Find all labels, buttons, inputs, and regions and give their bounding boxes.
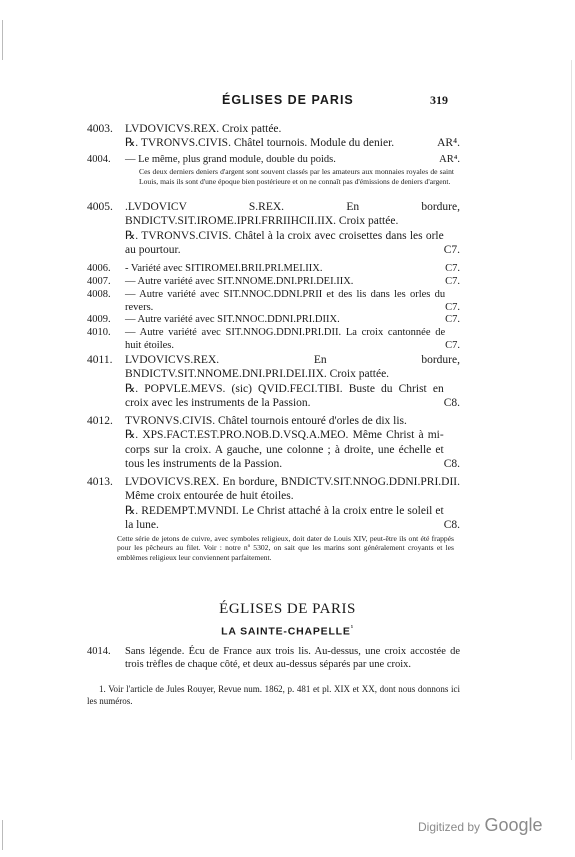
entry-line: ℞. TVRONVS.CIVIS. Châtel tournois. Module du denier. — [125, 137, 395, 150]
entry-line: — Autre variété avec SIT.NNOC.DDNI.PRI.DIIX. — [125, 314, 340, 325]
entry-line: ℞. POPVLE.MEVS. (sic) QVID.FECI.TIBI. Buste du Christ en croix avec les instruments de la Passion. — [125, 382, 444, 410]
entry-number: 4003. — [87, 123, 113, 135]
running-title: ÉGLISES DE PARIS — [222, 93, 354, 107]
google-watermark — [418, 815, 543, 836]
section-subtitle-text: LA SAINTE-CHAPELLE — [221, 625, 351, 638]
entry-line: - Variété avec SITIROMEI.BRII.PRI.MEI.IIX. — [125, 263, 323, 274]
section-title: ÉGLISES DE PARIS — [219, 601, 356, 617]
entry-number: 4014. — [87, 646, 111, 657]
entry-line: LVDOVICVS.REX. En bordure, BNDICTV.SIT.NNOG.DDNI.PRI.DII. Même croix entourée de huit étoiles. — [125, 476, 460, 503]
rarity-mark: AR⁴. — [437, 137, 460, 150]
catalog-entry — [87, 645, 460, 671]
watermark-brand: Google — [484, 815, 543, 835]
entry-number: 4006. — [87, 263, 111, 274]
catalog-entry — [87, 122, 460, 151]
catalog-entry — [87, 326, 460, 352]
entry-line: — Le même, plus grand module, double du poids. — [125, 154, 336, 165]
rarity-mark: C7. — [445, 276, 460, 287]
entry-line: — Autre variété avec SIT.NNOG.DDNI.PRI.DII. La croix cantonnée de huit étoiles. — [125, 327, 446, 351]
entry-line: TVRONVS.CIVIS. Châtel tournois entouré d'orles de dix lis. — [125, 415, 407, 427]
rarity-mark: C8. — [443, 458, 460, 471]
entry-number: 4013. — [87, 476, 113, 488]
catalog-entry — [87, 275, 460, 288]
catalog-entry — [87, 353, 460, 411]
rarity-mark: AR⁴. — [439, 154, 460, 165]
entry-line: LVDOVICVS.REX. En bordure, BNDICTV.SIT.NNOME.DNI.PRI.DEI.IIX. Croix pattée. — [125, 354, 460, 381]
rarity-mark: C7. — [445, 314, 460, 325]
catalog-entry — [87, 262, 460, 275]
entry-number: 4005. — [87, 201, 113, 213]
entry-number: 4007. — [87, 276, 111, 287]
entry-note: Ces deux derniers deniers d'argent sont souvent classés par les amateurs aux monnaies royales de saint Louis, mais ils sont d'une époque bien postérieure et on ne connaît pas d'émissions de deniers d'argent. — [139, 167, 454, 186]
entry-line: .LVDOVICV S.REX. En bordure, BNDICTV.SIT.IROME.IPRI.FRRIIHCII.IIX. Croix pattée. — [125, 201, 460, 228]
entry-line: — Autre variété avec SIT.NNOME.DNI.PRI.DEI.IIX. — [125, 276, 354, 287]
entry-number: 4012. — [87, 415, 113, 427]
catalog-entry — [87, 475, 460, 562]
right-edge-mark — [571, 60, 572, 760]
rarity-mark: C7. — [445, 263, 460, 274]
rarity-mark: C7. — [445, 340, 460, 351]
entry-note: Cette série de jetons de cuivre, avec symboles religieux, doit dater de Louis XIV, peut-être ils ont été frappés pour les pêcheurs au filet. Voir : notre nº 5302, on sait que les marins sont généralement croyants et les emblèmes religieux leur conviennent parfaitement. — [117, 533, 454, 562]
entry-number: 4008. — [87, 289, 111, 300]
entry-number: 4010. — [87, 327, 111, 338]
rarity-mark: C8. — [443, 518, 460, 531]
section-subtitle — [0, 625, 575, 638]
entry-line: LVDOVICVS.REX. Croix pattée. — [125, 123, 282, 135]
entry-line: ℞. TVRONVS.CIVIS. Châtel à la croix avec croisettes dans les orle au pourtour. — [125, 229, 444, 257]
entry-line: ℞. REDEMPT.MVNDI. Le Christ attaché à la croix entre le soleil et la lune. — [125, 504, 444, 532]
footnote: 1. Voir l'article de Jules Rouyer, Revue num. 1862, p. 481 et pl. XIX et XX, dont nous donnons ici les numéros. — [87, 684, 460, 706]
catalog-entry — [87, 200, 460, 258]
rarity-mark: C7. — [443, 243, 460, 256]
entry-line: — Autre variété avec SIT.NNOC.DDNI.PRII et des lis dans les orles du revers. — [125, 289, 446, 313]
catalog-entry — [87, 288, 460, 314]
footnote-mark: ¹ — [350, 625, 354, 632]
entry-line: ℞. XPS.FACT.EST.PRO.NOB.D.VSQ.A.MEO. Même Christ à mi-corps sur la croix. A gauche, une colonne ; à droite, une échelle et tous les instruments de la Passion. — [125, 429, 444, 471]
rarity-mark: C7. — [445, 302, 460, 313]
rarity-mark: C8. — [443, 396, 460, 409]
catalog-entry — [87, 313, 460, 326]
left-edge-mark — [2, 820, 3, 850]
page-number: 319 — [430, 93, 448, 107]
entry-line: Sans légende. Écu de France aux trois lis. Au-dessus, une croix accostée de trois trèfles de chaque côté, et deux au-dessus séparés par une croix. — [125, 646, 460, 670]
left-edge-mark — [2, 20, 3, 60]
watermark-prefix: Digitized by — [418, 820, 481, 834]
entry-number: 4004. — [87, 154, 111, 165]
catalog-entry — [87, 153, 460, 186]
entry-number: 4011. — [87, 354, 113, 366]
catalog-entry — [87, 414, 460, 472]
entry-number: 4009. — [87, 314, 111, 325]
